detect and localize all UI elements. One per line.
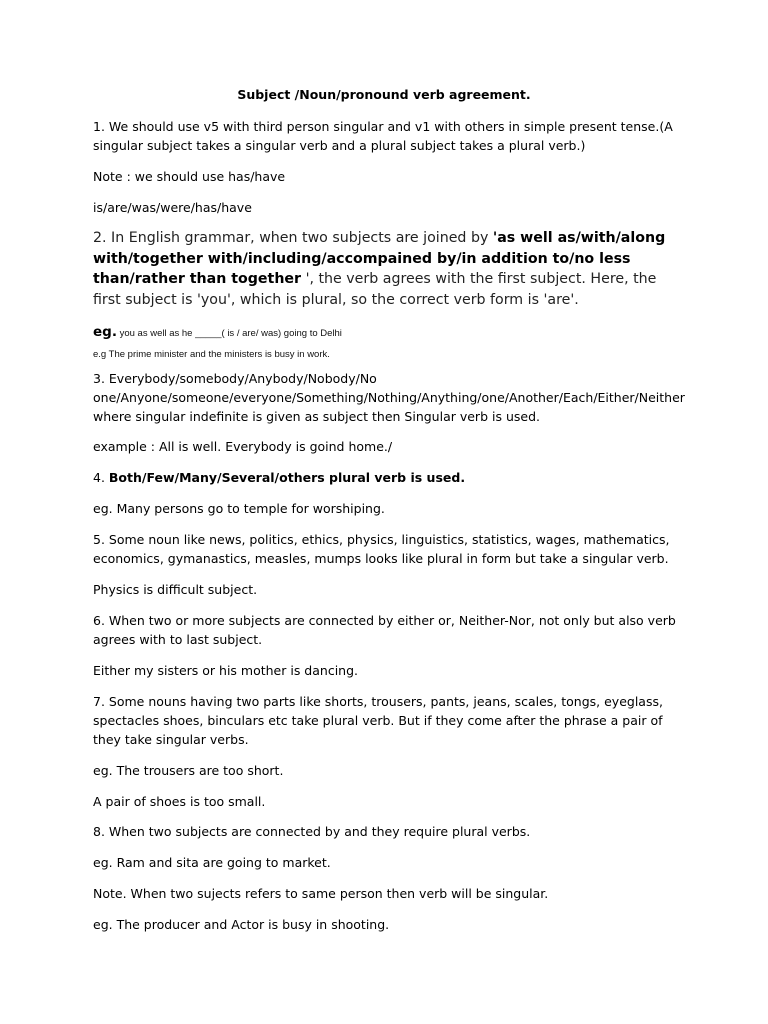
rule-2-connectors: 'as well as/with/along with/together with/including/accompained by/in addition to/no less than/rather than together (93, 230, 666, 287)
rule-2-example-label: eg. (93, 324, 117, 340)
rule-4-number: 4. (93, 470, 109, 485)
rule-4-rule: Both/Few/Many/Several/others plural verb is used. (108, 470, 466, 485)
rule-2-explanation: ', the verb agrees with the first subject. Here, the first subject is 'you', which is plural, so the correct verb form is 'are'. (93, 271, 657, 308)
rule-3-example: example : All is well. Everybody is goind home./ (93, 439, 393, 454)
rule-7-paragraph: 7. Some nouns having two parts like shorts, trousers, pants, jeans, scales, tongs, eyeglass, spectacles shoes, binculars etc take plural verb. But if they come after the phrase a pair of they take singular verbs. (93, 694, 663, 747)
rule-3-paragraph: 3. Everybody/somebody/Anybody/Nobody/No one/Anyone/someone/everyone/Something/Nothing/Anything/one/Another/Each/Either/Neither where singular indefinite is given as subject then Singular verb is used. (93, 371, 685, 424)
rule-8-note: Note. When two sujects refers to same person then verb will be singular. (93, 886, 549, 901)
rule-1-paragraph: 1. We should use v5 with third person singular and v1 with others in simple present tense.(A singular subject takes a singular verb and a plural subject takes a plural verb.) (93, 119, 673, 153)
rule-1-verb-list: is/are/was/were/has/have (93, 200, 252, 215)
rule-4-example: eg. Many persons go to temple for worshiping. (93, 501, 385, 516)
rule-6-example: Either my sisters or his mother is dancing. (93, 663, 359, 678)
rule-8-example: eg. Ram and sita are going to market. (93, 855, 331, 870)
rule-7-example-2: A pair of shoes is too small. (93, 794, 266, 809)
rule-8-example-2: eg. The producer and Actor is busy in shooting. (93, 917, 390, 932)
rule-7-example-1: eg. The trousers are too short. (93, 763, 284, 778)
rule-4-paragraph (93, 468, 683, 487)
rule-6-paragraph: 6. When two or more subjects are connected by either or, Neither-Nor, not only but also verb agrees with to last subject. (93, 613, 676, 647)
rule-2-example-2: e.g The prime minister and the ministers is busy in work. (93, 349, 330, 360)
page-title: Subject /Noun/pronound verb agreement. (237, 87, 531, 102)
rule-2-example-text: you as well as he _____( is / are/ was) going to Delhi (116, 328, 342, 339)
rule-2-example (93, 322, 683, 342)
rule-8-paragraph: 8. When two subjects are connected by and they require plural verbs. (93, 824, 531, 839)
rule-2-paragraph (93, 228, 668, 310)
rule-5-paragraph: 5. Some noun like news, politics, ethics, physics, linguistics, statistics, wages, mathematics, economics, gymanastics, measles, mumps looks like plural in form but take a singular verb. (93, 532, 670, 566)
rule-2-intro: 2. In English grammar, when two subjects are joined by (93, 230, 493, 246)
rule-5-example: Physics is difficult subject. (93, 582, 258, 597)
rule-1-note: Note : we should use has/have (93, 169, 286, 184)
